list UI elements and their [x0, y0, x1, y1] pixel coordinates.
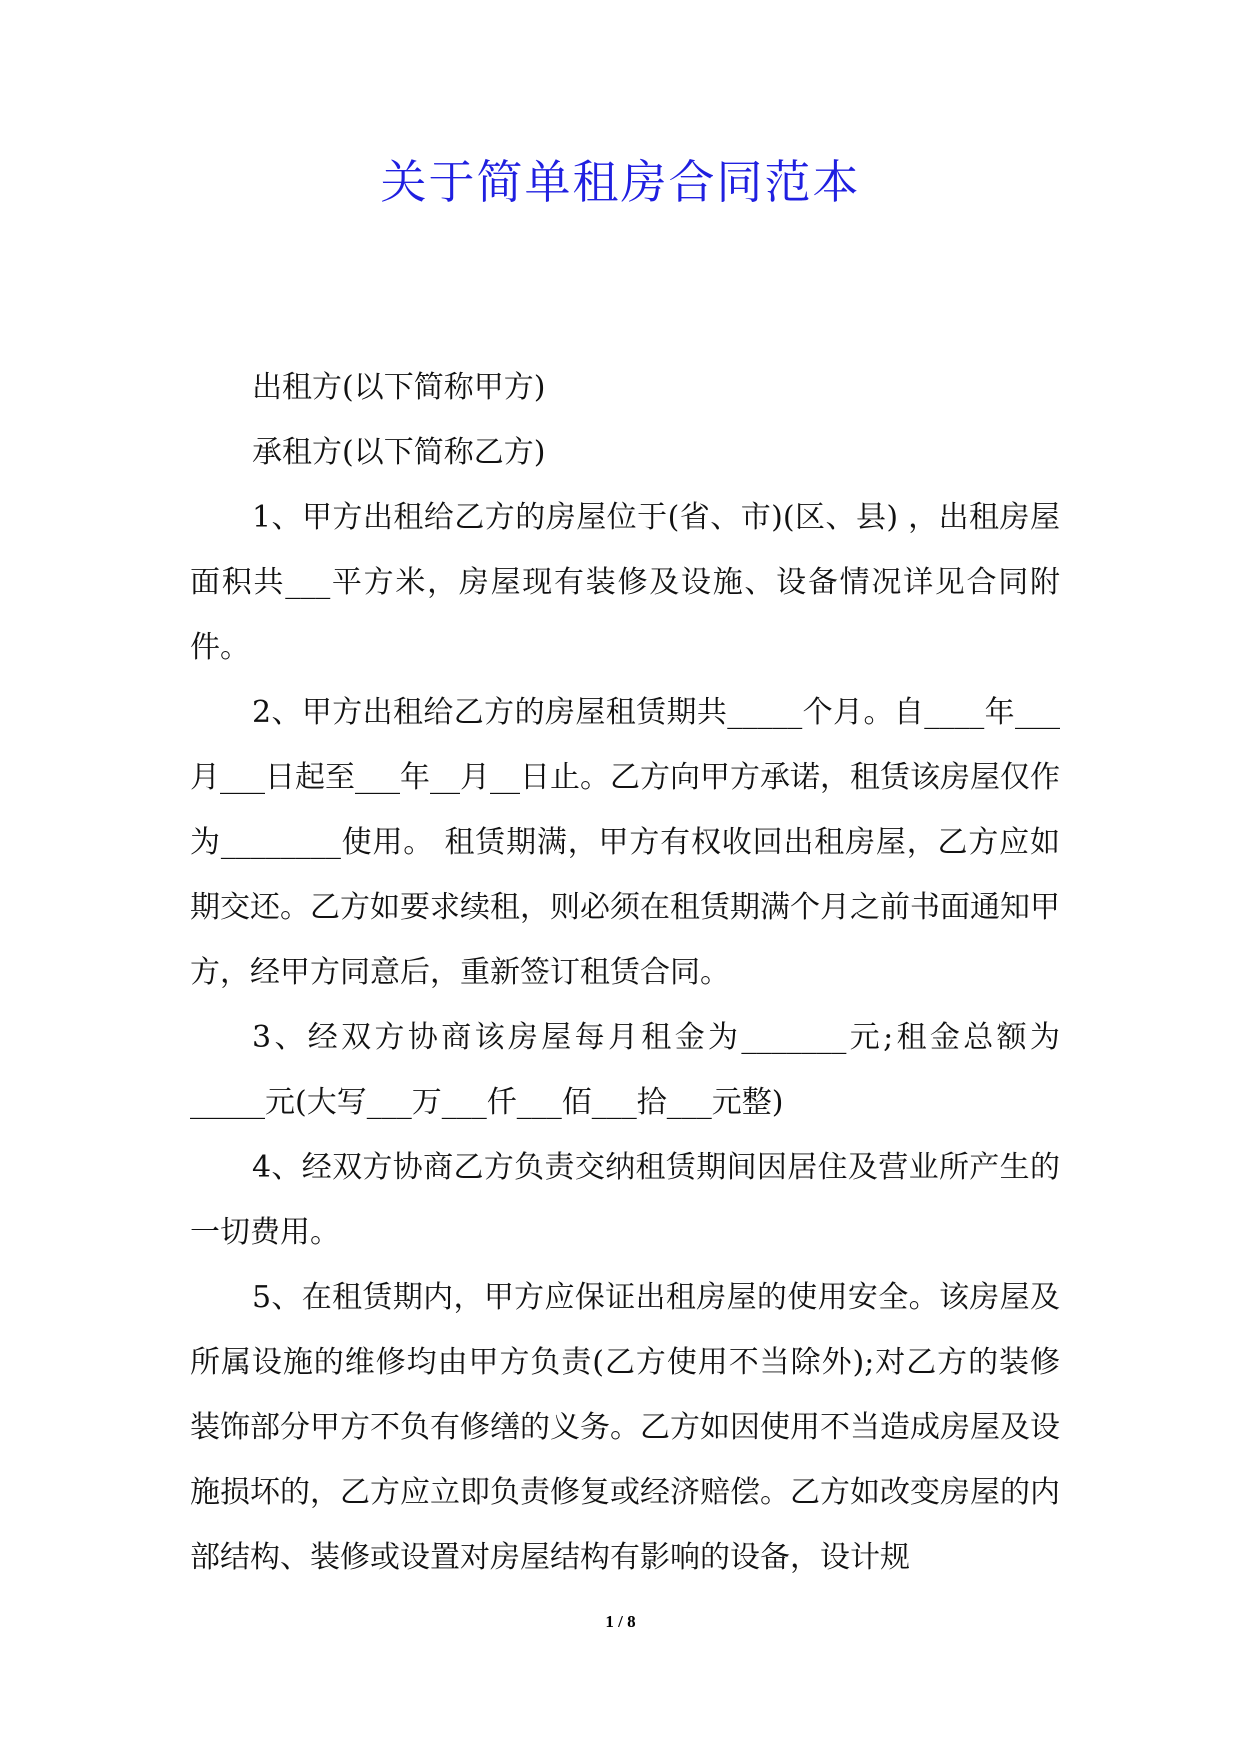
paragraph-lessor: 出租方(以下简称甲方) [252, 370, 546, 405]
paragraph-clause-3: 3、经双方协商该房屋每月租金为_______元;租金总额为_____元(大写___万___仟___佰___拾___元整) [190, 1020, 1060, 1120]
document-body [190, 355, 1060, 1590]
page-number: 1 / 8 [605, 1612, 636, 1631]
document-title: 关于简单租房合同范本 [380, 155, 861, 209]
paragraph-clause-1: 1、甲方出租给乙方的房屋位于(省、市)(区、县) ，出租房屋面积共___平方米，房屋现有装修及设施、设备情况详见合同附件。 [190, 500, 1060, 665]
paragraph-lessee: 承租方(以下简称乙方) [252, 435, 546, 470]
paragraph-clause-5: 5、在租赁期内，甲方应保证出租房屋的使用安全。该房屋及所属设施的维修均由甲方负责(乙方使用不当除外);对乙方的装修装饰部分甲方不负有修缮的义务。乙方如因使用不当造成房屋及设施损坏的，乙方应立即负责修复或经济赔偿。乙方如改变房屋的内部结构、装修或设置对房屋结构有影响的设备，设计规 [190, 1280, 1060, 1575]
paragraph-clause-4: 4、经双方协商乙方负责交纳租赁期间因居住及营业所产生的一切费用。 [190, 1150, 1060, 1250]
paragraph-clause-2: 2、甲方出租给乙方的房屋租赁期共_____个月。自____年___月___日起至___年__月__日止。乙方向甲方承诺，租赁该房屋仅作为________使用。 租赁期满，甲方有权收回出租房屋，乙方应如期交还。乙方如要求续租，则必须在租赁期满个月之前书面通知甲方，经甲方同意后，重新签订租赁合同。 [190, 695, 1060, 990]
